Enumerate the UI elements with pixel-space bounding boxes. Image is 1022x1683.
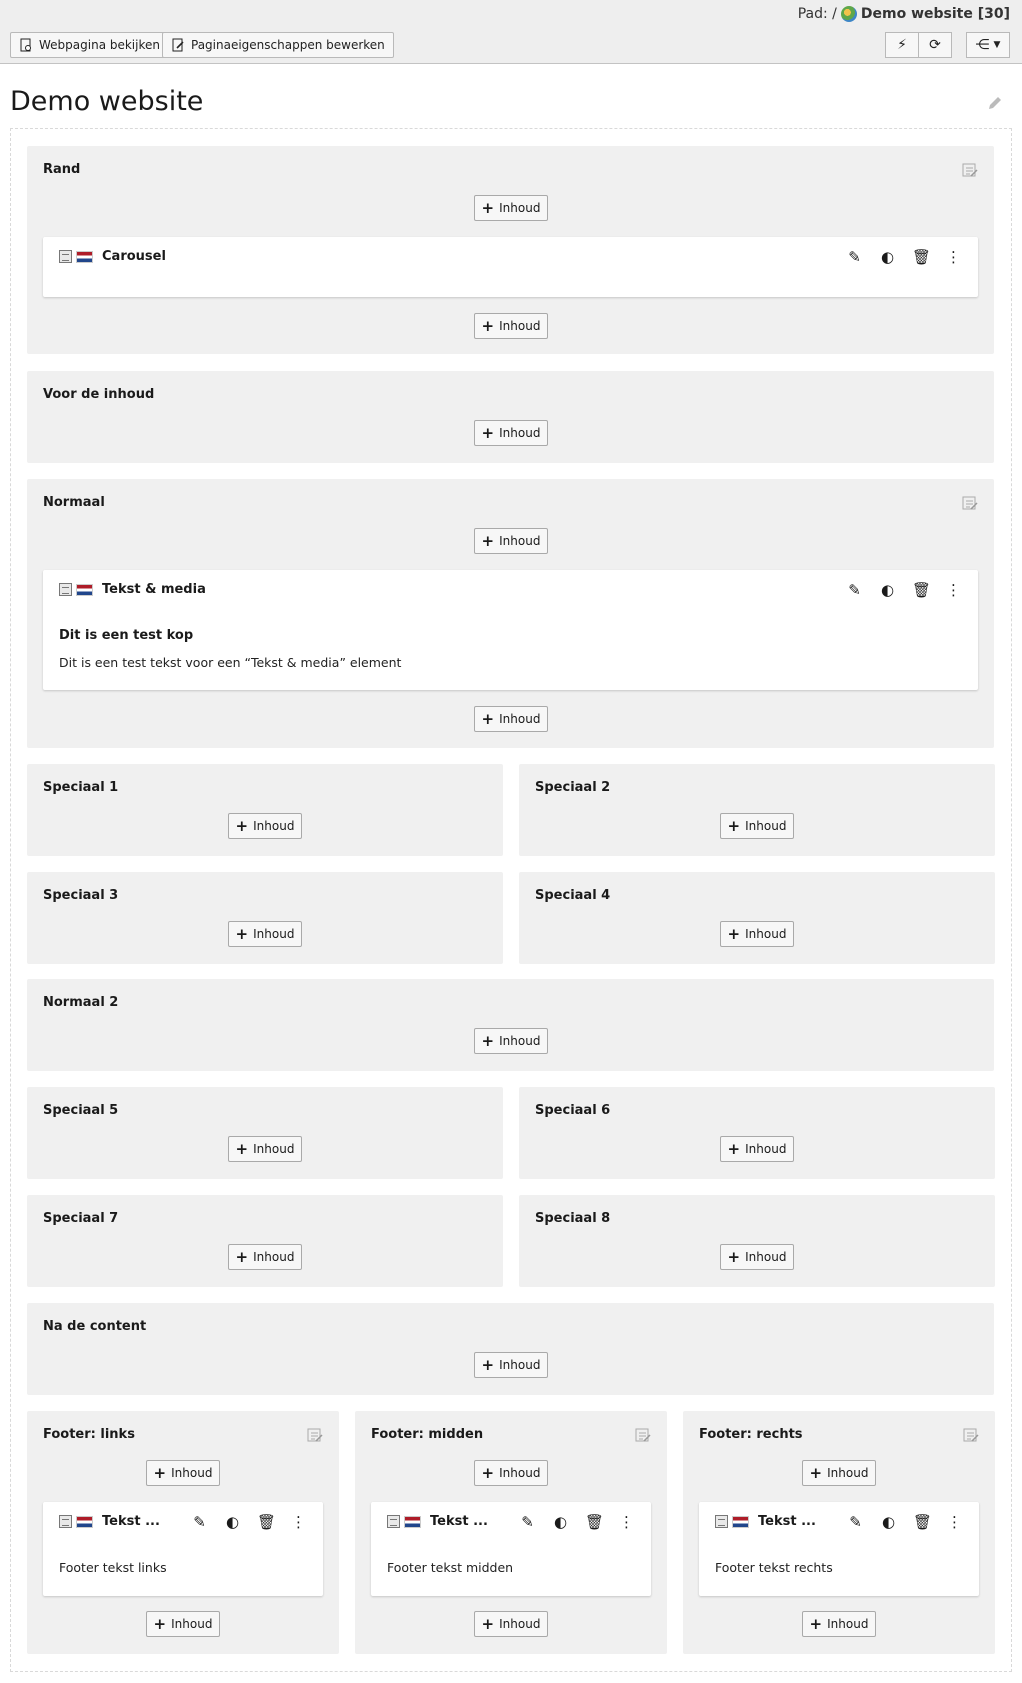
plus-icon: +: [235, 816, 249, 835]
edit-pencil-icon[interactable]: ✎: [521, 1513, 534, 1531]
content-element-footer-rechts[interactable]: [699, 1502, 979, 1596]
edit-pencil-icon[interactable]: ✎: [848, 248, 861, 266]
plus-icon: +: [235, 1247, 249, 1266]
add-content-label: Inhoud: [499, 534, 541, 548]
plus-icon: +: [235, 924, 249, 943]
edit-column-icon[interactable]: [963, 1427, 979, 1443]
column-title: Footer: links: [43, 1427, 135, 1442]
plus-icon: +: [481, 1463, 495, 1482]
delete-trash-icon[interactable]: 🗑: [912, 248, 932, 266]
toggle-visibility-icon[interactable]: ◐: [881, 1513, 896, 1531]
toggle-visibility-icon[interactable]: ◐: [553, 1513, 568, 1531]
column-title: Na de content: [43, 1319, 147, 1334]
column-speciaal-8: [519, 1195, 995, 1287]
add-content-label: Inhoud: [499, 201, 541, 215]
add-content-button[interactable]: [720, 1136, 794, 1162]
view-webpage-button[interactable]: [10, 32, 169, 58]
column-title: Speciaal 8: [535, 1211, 611, 1226]
add-content-button[interactable]: [228, 813, 302, 839]
plus-icon: +: [153, 1463, 167, 1482]
add-content-label: Inhoud: [253, 1250, 295, 1264]
column-speciaal-2: [519, 764, 995, 856]
dutch-flag-icon: [76, 251, 93, 263]
add-content-button[interactable]: [474, 195, 548, 221]
refresh-icon: ⟳: [929, 37, 941, 53]
plus-icon: +: [727, 1139, 741, 1158]
column-speciaal-6: [519, 1087, 995, 1179]
add-content-label: Inhoud: [745, 819, 787, 833]
column-voor-de-inhoud: [27, 371, 994, 463]
column-speciaal-4: [519, 872, 995, 964]
add-content-label: Inhoud: [745, 1250, 787, 1264]
add-content-label: Inhoud: [827, 1617, 869, 1631]
module-docheader: [0, 0, 1022, 64]
column-normaal-2: [27, 979, 994, 1071]
plus-icon: +: [235, 1139, 249, 1158]
element-header: [715, 1514, 816, 1529]
add-content-label: Inhoud: [499, 1358, 541, 1372]
edit-page-properties-button[interactable]: [162, 32, 394, 58]
add-content-label: Inhoud: [253, 927, 295, 941]
edit-title-pencil-icon[interactable]: [986, 94, 1004, 112]
view-webpage-label: Webpagina bekijken: [39, 38, 160, 52]
content-type-icon: [387, 1515, 400, 1528]
element-title: Carousel: [102, 249, 166, 264]
add-content-label: Inhoud: [499, 426, 541, 440]
edit-column-icon[interactable]: [962, 495, 978, 511]
element-title: Tekst ...: [758, 1514, 816, 1529]
reload-button[interactable]: [918, 32, 952, 58]
element-bodytext: Footer tekst links: [59, 1560, 167, 1575]
edit-page-properties-label: Paginaeigenschappen bewerken: [191, 38, 385, 52]
column-speciaal-7: [27, 1195, 503, 1287]
add-content-label: Inhoud: [745, 927, 787, 941]
lightning-icon: ⚡: [897, 37, 907, 53]
path-label: Pad: /: [797, 6, 837, 22]
path-site-link[interactable]: Demo website [30]: [860, 6, 1010, 22]
delete-trash-icon[interactable]: 🗑: [257, 1513, 277, 1531]
add-content-button[interactable]: [720, 813, 794, 839]
content-type-icon: [59, 1515, 72, 1528]
element-title: Tekst & media: [102, 582, 206, 597]
plus-icon: +: [481, 198, 495, 217]
column-title: Footer: rechts: [699, 1427, 803, 1442]
column-title: Rand: [43, 162, 81, 177]
toggle-visibility-icon[interactable]: ◐: [225, 1513, 240, 1531]
plus-icon: +: [481, 423, 495, 442]
add-content-label: Inhoud: [253, 819, 295, 833]
column-footer-midden: [355, 1411, 667, 1654]
delete-trash-icon[interactable]: 🗑: [912, 581, 932, 599]
column-speciaal-5: [27, 1087, 503, 1179]
plus-icon: +: [481, 709, 495, 728]
add-content-label: Inhoud: [499, 1034, 541, 1048]
content-element-footer-midden[interactable]: [371, 1502, 651, 1596]
add-content-button[interactable]: [474, 1460, 548, 1486]
content-element-footer-links[interactable]: [43, 1502, 323, 1596]
column-title: Speciaal 7: [43, 1211, 119, 1226]
add-content-button[interactable]: [146, 1460, 220, 1486]
dutch-flag-icon: [76, 584, 93, 596]
add-content-button[interactable]: [474, 1028, 548, 1054]
column-speciaal-3: [27, 872, 503, 964]
plus-icon: +: [809, 1614, 823, 1633]
page-title: Demo website: [10, 86, 204, 117]
column-title: Normaal: [43, 495, 105, 510]
edit-pencil-icon[interactable]: ✎: [848, 581, 861, 599]
content-type-icon: [715, 1515, 728, 1528]
edit-column-icon[interactable]: [635, 1427, 651, 1443]
column-title: Footer: midden: [371, 1427, 484, 1442]
more-options-icon[interactable]: ⋮: [946, 581, 961, 599]
plus-icon: +: [481, 1355, 495, 1374]
element-actions: [847, 1514, 963, 1531]
plus-icon: +: [153, 1614, 167, 1633]
plus-icon: +: [727, 924, 741, 943]
column-title: Speciaal 6: [535, 1103, 611, 1118]
column-title: Speciaal 1: [43, 780, 119, 795]
content-type-icon: [59, 583, 72, 596]
element-bodytext: Footer tekst rechts: [715, 1560, 833, 1575]
share-icon: ⋲: [975, 37, 990, 53]
add-content-label: Inhoud: [499, 1617, 541, 1631]
column-footer-links: [27, 1411, 339, 1654]
plus-icon: +: [481, 1031, 495, 1050]
plus-icon: +: [727, 1247, 741, 1266]
add-content-button[interactable]: [720, 1244, 794, 1270]
plus-icon: +: [809, 1463, 823, 1482]
plus-icon: +: [481, 1614, 495, 1633]
element-header: [59, 582, 206, 597]
more-options-icon[interactable]: ⋮: [946, 248, 961, 266]
column-title: Speciaal 3: [43, 888, 119, 903]
element-actions: [191, 1514, 307, 1531]
add-content-button[interactable]: [474, 706, 548, 732]
dutch-flag-icon: [404, 1516, 421, 1528]
add-content-button[interactable]: [802, 1460, 876, 1486]
dutch-flag-icon: [76, 1516, 93, 1528]
add-content-button[interactable]: [228, 921, 302, 947]
edit-pencil-icon[interactable]: ✎: [849, 1513, 862, 1531]
dutch-flag-icon: [732, 1516, 749, 1528]
add-content-label: Inhoud: [253, 1142, 295, 1156]
edit-column-icon[interactable]: [962, 162, 978, 178]
add-content-button[interactable]: [474, 420, 548, 446]
content-element-tekst-media[interactable]: [43, 570, 978, 690]
toggle-visibility-icon[interactable]: ◐: [880, 248, 895, 266]
edit-pencil-icon[interactable]: ✎: [193, 1513, 206, 1531]
plus-icon: +: [481, 316, 495, 335]
column-title: Normaal 2: [43, 995, 119, 1010]
clear-cache-button[interactable]: [885, 32, 919, 58]
chevron-down-icon: ▼: [993, 40, 1001, 50]
breadcrumb: [798, 6, 1010, 22]
share-dropdown-button[interactable]: [966, 32, 1010, 58]
element-header: [59, 1514, 160, 1529]
plus-icon: +: [727, 816, 741, 835]
add-content-button[interactable]: [228, 1244, 302, 1270]
element-bodytext: Footer tekst midden: [387, 1560, 514, 1575]
add-content-button[interactable]: [474, 313, 548, 339]
column-title: Speciaal 5: [43, 1103, 119, 1118]
view-page-icon: [19, 38, 33, 52]
globe-icon: [841, 6, 857, 22]
toggle-visibility-icon[interactable]: ◐: [880, 581, 895, 599]
add-content-button[interactable]: [228, 1136, 302, 1162]
add-content-label: Inhoud: [499, 712, 541, 726]
element-header: [59, 249, 166, 264]
add-content-label: Inhoud: [499, 319, 541, 333]
element-header: [387, 1514, 488, 1529]
column-title: Voor de inhoud: [43, 387, 155, 402]
more-options-icon[interactable]: ⋮: [619, 1513, 634, 1531]
column-title: Speciaal 4: [535, 888, 611, 903]
add-content-label: Inhoud: [171, 1617, 213, 1631]
add-content-label: Inhoud: [499, 1466, 541, 1480]
add-content-button[interactable]: [146, 1611, 220, 1637]
column-footer-rechts: [683, 1411, 995, 1654]
edit-page-icon: [171, 38, 185, 52]
element-actions: [519, 1514, 635, 1531]
element-title: Tekst ...: [430, 1514, 488, 1529]
add-content-button[interactable]: [720, 921, 794, 947]
add-content-label: Inhoud: [171, 1466, 213, 1480]
element-bodytext: Dit is een test tekst voor een “Tekst & media” element: [59, 655, 402, 670]
add-content-button[interactable]: [474, 1611, 548, 1637]
element-actions: [846, 249, 962, 266]
element-heading: Dit is een test kop: [59, 628, 194, 643]
element-title: Tekst ...: [102, 1514, 160, 1529]
add-content-label: Inhoud: [745, 1142, 787, 1156]
add-content-label: Inhoud: [827, 1466, 869, 1480]
delete-trash-icon[interactable]: 🗑: [585, 1513, 605, 1531]
edit-column-icon[interactable]: [307, 1427, 323, 1443]
column-speciaal-1: [27, 764, 503, 856]
delete-trash-icon[interactable]: 🗑: [913, 1513, 933, 1531]
column-title: Speciaal 2: [535, 780, 611, 795]
more-options-icon[interactable]: ⋮: [291, 1513, 306, 1531]
add-content-button[interactable]: [802, 1611, 876, 1637]
element-actions: [846, 582, 962, 599]
add-content-button[interactable]: [474, 528, 548, 554]
column-normaal: [27, 479, 994, 748]
more-options-icon[interactable]: ⋮: [947, 1513, 962, 1531]
add-content-button[interactable]: [474, 1352, 548, 1378]
content-element-carousel[interactable]: [43, 237, 978, 297]
column-rand: [27, 146, 994, 354]
plus-icon: +: [481, 531, 495, 550]
column-na-de-content: [27, 1303, 994, 1395]
content-type-icon: [59, 250, 72, 263]
